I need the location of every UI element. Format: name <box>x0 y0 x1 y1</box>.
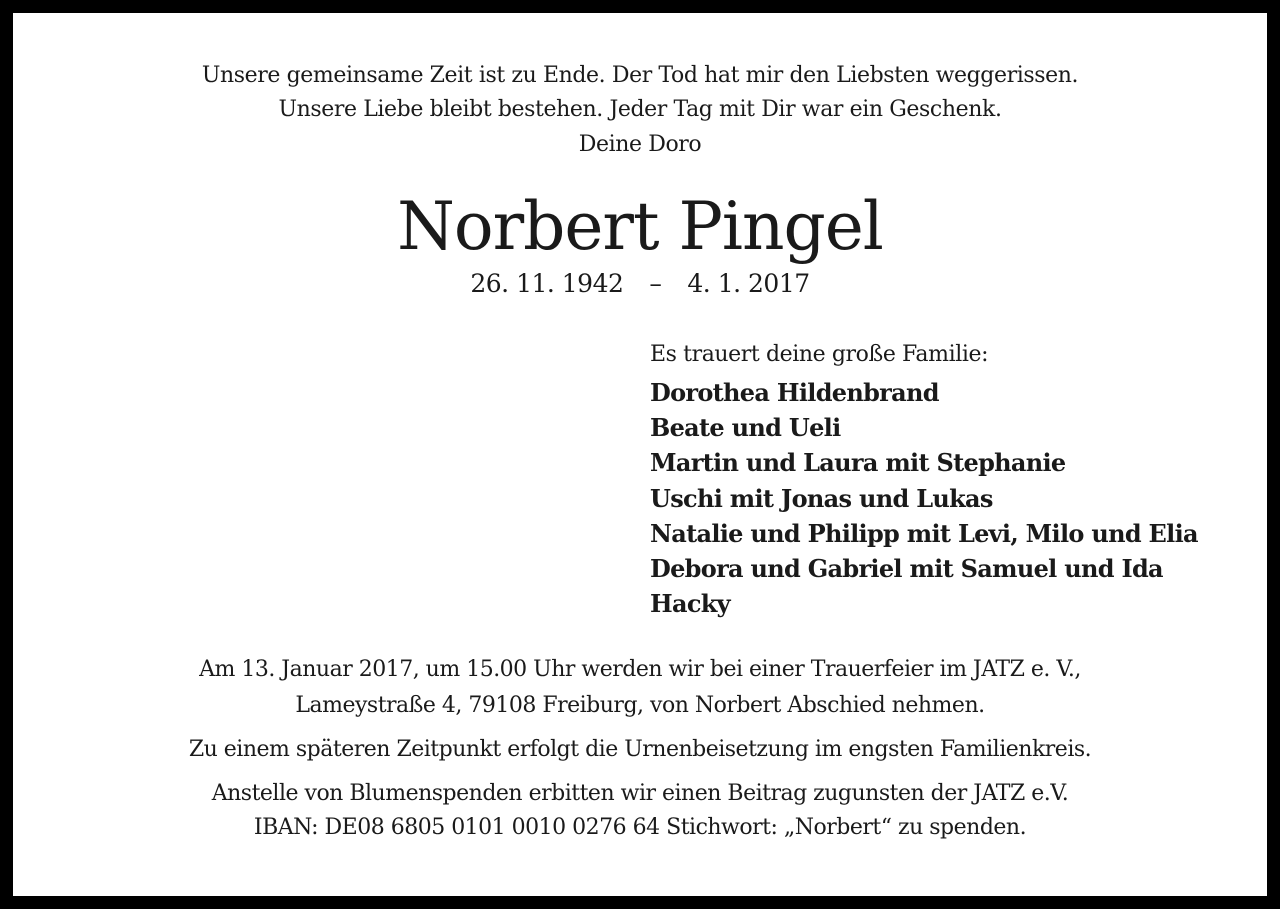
mourner-name: Martin und Laura mit Stephanie <box>650 448 1066 478</box>
birth-date: 26. 11. 1942 <box>470 269 624 298</box>
verse-signature: Deine Doro <box>578 132 702 157</box>
death-date: 4. 1. 2017 <box>687 269 810 298</box>
mourner-name: Natalie und Philipp mit Levi, Milo und Elia <box>650 518 1198 548</box>
mourner-name: Hacky <box>650 589 730 619</box>
mourner-name: Beate und Ueli <box>650 413 841 443</box>
verse-line-2: Unsere Liebe bleibt bestehen. Jeder Tag mit Dir war ein Geschenk. <box>278 97 1002 122</box>
burial-note: Zu einem späteren Zeitpunkt erfolgt die Urnenbeisetzung im engsten Familienkreis. <box>188 737 1092 762</box>
verse-line-1: Unsere gemeinsame Zeit ist zu Ende. Der Tod hat mir den Liebsten weggerissen. <box>201 63 1079 88</box>
mourner-name: Debora und Gabriel mit Samuel und Ida <box>650 554 1163 584</box>
obituary-notice <box>13 13 1267 896</box>
mourners-intro: Es trauert deine große Familie: <box>650 342 989 367</box>
mourner-name: Uschi mit Jonas und Lukas <box>650 483 993 513</box>
deceased-name: Norbert Pingel <box>397 188 883 265</box>
donation-request-line-2: IBAN: DE08 6805 0101 0010 0276 64 Stichwort: „Norbert“ zu spenden. <box>253 815 1027 840</box>
donation-request-line-1: Anstelle von Blumenspenden erbitten wir einen Beitrag zugunsten der JATZ e.V. <box>211 781 1069 806</box>
life-dates <box>13 266 1267 302</box>
date-separator: – <box>649 269 662 298</box>
service-announcement-line-1: Am 13. Januar 2017, um 15.00 Uhr werden wir bei einer Trauerfeier im JATZ e. V., <box>199 657 1081 682</box>
mourner-name: Dorothea Hildenbrand <box>650 378 939 407</box>
mourners-block <box>650 338 1198 621</box>
service-announcement-line-2: Lameystraße 4, 79108 Freiburg, von Norbert Abschied nehmen. <box>295 693 985 718</box>
